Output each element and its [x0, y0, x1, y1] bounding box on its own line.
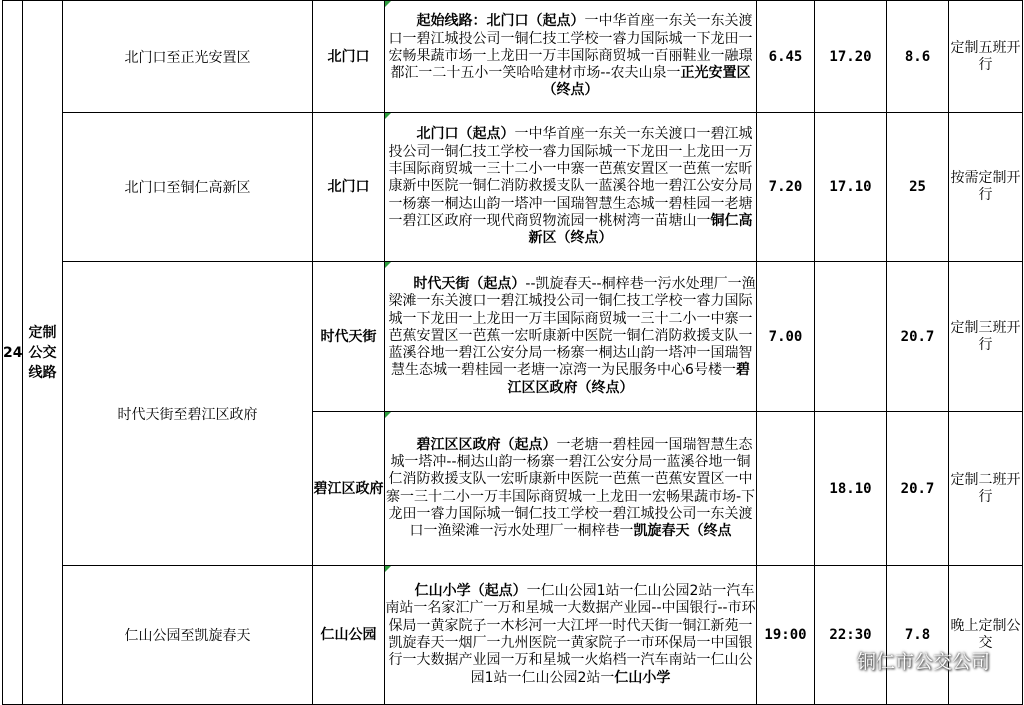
stop-list: 时代天街（起点）--凯旋春天--桐梓巷一污水处理厂一渔梁滩一东关渡口一碧江城投公司一铜仁技工学校一睿力国际城一下龙田一上龙田一万丰国际商贸城一三十二小一中寨一芭蕉安置区一芭蕉一宏昕康新中医院一铜仁消防救援支队一蓝溪谷地一碧江公安分局一杨寨一桐达山韵一塔冲一国瑞智慧生态城一碧桂园一老塘一凉湾一为民服务中心6号楼一碧江区区政府（终点）	[385, 262, 757, 412]
route-name: 时代天街至碧江区政府	[63, 262, 313, 566]
depart-time-morning: 6.45	[757, 1, 815, 113]
route-distance: 25	[887, 113, 949, 262]
watermark-text: 铜仁市公交公司	[856, 651, 990, 673]
start-station: 仁山公园	[313, 566, 385, 705]
depart-time-evening: 18.10	[815, 412, 887, 566]
route-name: 北门口至铜仁高新区	[63, 113, 313, 262]
category-label: 定制公交线路	[23, 1, 63, 705]
depart-time-morning: 7.00	[757, 262, 815, 412]
route-name: 仁山公园至凯旋春天	[63, 566, 313, 705]
table-row	[3, 1, 1023, 113]
route-name: 北门口至正光安置区	[63, 1, 313, 113]
service-note: 定制二班开行	[949, 412, 1023, 566]
service-note: 定制五班开行	[949, 1, 1023, 113]
depart-time-evening: 17.20	[815, 1, 887, 113]
route-distance: 8.6	[887, 1, 949, 113]
table-row	[3, 113, 1023, 262]
route-distance: 7.8	[887, 566, 949, 705]
stop-list: 北门口（起点）一中华首座一东关一东关渡口一碧江城投公司一铜仁技工学校一睿力国际城一下龙田一上龙田一万丰国际商贸城一三十二小一中寨一芭蕉安置区一芭蕉一宏昕康新中医院一铜仁消防救援支队一蓝溪谷地一碧江公安分局一杨寨一桐达山韵一塔冲一国瑞智慧生态城一碧桂园一老塘一碧江区政府一现代商贸物流园一桃树湾一苗塘山一铜仁高新区（终点）	[385, 113, 757, 262]
stop-list: 仁山小学（起点）一仁山公园1站一仁山公园2站一汽车南站一名家汇广一万和星城一大数据产业园--中国银行--市环保局一黄家院子一木杉河一大江坪一时代天街一铜江新苑一凯旋春天一烟厂一九州医院一黄家院子一市环保局一中国银行一大数据产业园一万和星城一火焰档一汽车南站一仁山公园1站一仁山公园2站一仁山小学	[385, 566, 757, 705]
service-note: 晚上定制公交	[949, 566, 1023, 705]
route-distance: 20.7	[887, 412, 949, 566]
depart-time-evening	[815, 262, 887, 412]
row-number: 24	[3, 1, 23, 705]
service-note: 定制三班开行	[949, 262, 1023, 412]
depart-time-morning: 7.20	[757, 113, 815, 262]
service-note: 按需定制开行	[949, 113, 1023, 262]
table-row	[3, 262, 1023, 412]
depart-time-morning	[757, 412, 815, 566]
depart-time-morning: 19:00	[757, 566, 815, 705]
route-table	[2, 0, 1023, 705]
depart-time-evening: 22:30	[815, 566, 887, 705]
route-distance: 20.7	[887, 262, 949, 412]
stop-list: 碧江区区政府（起点）一老塘一碧桂园一国瑞智慧生态城一塔冲--桐达山韵一杨寨一碧江公安分局一蓝溪谷地一铜仁消防救援支队一宏昕康新中医院一芭蕉一芭蕉安置区一中寨一三十二小一万丰国际商贸城一上龙田一宏畅果蔬市场-下龙田一睿力国际城一铜仁技工学校一碧江城投公司一东关渡口一渔梁滩一污水处理厂一桐梓巷一凯旋春天（终点	[385, 412, 757, 566]
start-station: 碧江区政府	[313, 412, 385, 566]
table-row	[3, 566, 1023, 705]
stop-list: 起始线路：北门口（起点）一中华首座一东关一东关渡口一碧江城投公司一铜仁技工学校一睿力国际城一下龙田一宏畅果蔬市场一上龙田一万丰国际商贸城一百丽鞋业一融璟都汇一二十五小一笑哈哈建材市场--农夫山泉一正光安置区（终点）	[385, 1, 757, 113]
start-station: 时代天街	[313, 262, 385, 412]
start-station: 北门口	[313, 1, 385, 113]
wechat-icon	[821, 648, 851, 674]
watermark	[821, 647, 990, 674]
depart-time-evening: 17.10	[815, 113, 887, 262]
start-station: 北门口	[313, 113, 385, 262]
